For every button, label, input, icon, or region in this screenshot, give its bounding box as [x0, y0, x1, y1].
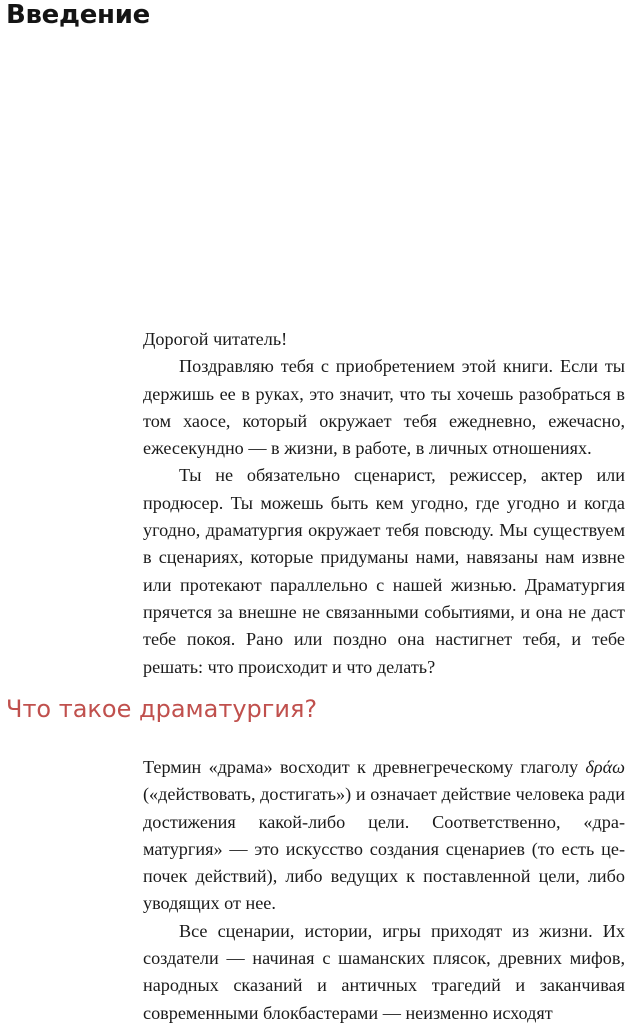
greeting: Дорогой читатель!	[143, 329, 288, 349]
greek-word: δράω	[585, 757, 625, 777]
intro-text	[143, 326, 625, 681]
section-heading: Что такое драматургия?	[6, 695, 318, 723]
intro-paragraph-1: Поздравляю тебя с приобретением этой книги. Если ты держишь ее в руках, это значит, что ты хочешь разобраться в том хаосе, который окружает тебя ежедневно, ежечасно, ежесекундно — в жизни, в работе, в личных отношениях.	[143, 356, 625, 459]
section-paragraph-2: Все сценарии, истории, игры приходят из жизни. Их создатели — начиная с шаманских плясок, древних мифов, народных сказаний и античных трагедий и заканчивая современными блокбастерами — неизменно исходят	[143, 920, 625, 1023]
chapter-title: Введение	[6, 0, 150, 30]
paragraph-text-part: («действовать, достигать») и означает действие человека ради достижения какой-либо цели. Соответственно, «драматургия» — это искусство создания сценариев (то есть цепочек действий), либо ведущих к поставленной цели, либо уводящих от нее.	[143, 784, 625, 914]
section-paragraph-1	[143, 754, 625, 918]
paragraph-text-part: Термин «драма» восходит к древнегреческому глаголу	[143, 757, 586, 777]
section-text	[143, 754, 625, 1027]
intro-paragraph-2: Ты не обязательно сценарист, режиссер, актер или продюсер. Ты можешь быть кем угодно, где угодно и когда угодно, драматургия окружает тебя повсюду. Мы существуем в сценариях, которые придуманы нами, навязаны нам извне или протекают параллельно с нашей жизнью. Драматургия прячется за внешне не связанными событиями, и она не даст тебе покоя. Рано или поздно она настигнет тебя, и тебе решать: что происходит и что делать?	[143, 465, 625, 677]
